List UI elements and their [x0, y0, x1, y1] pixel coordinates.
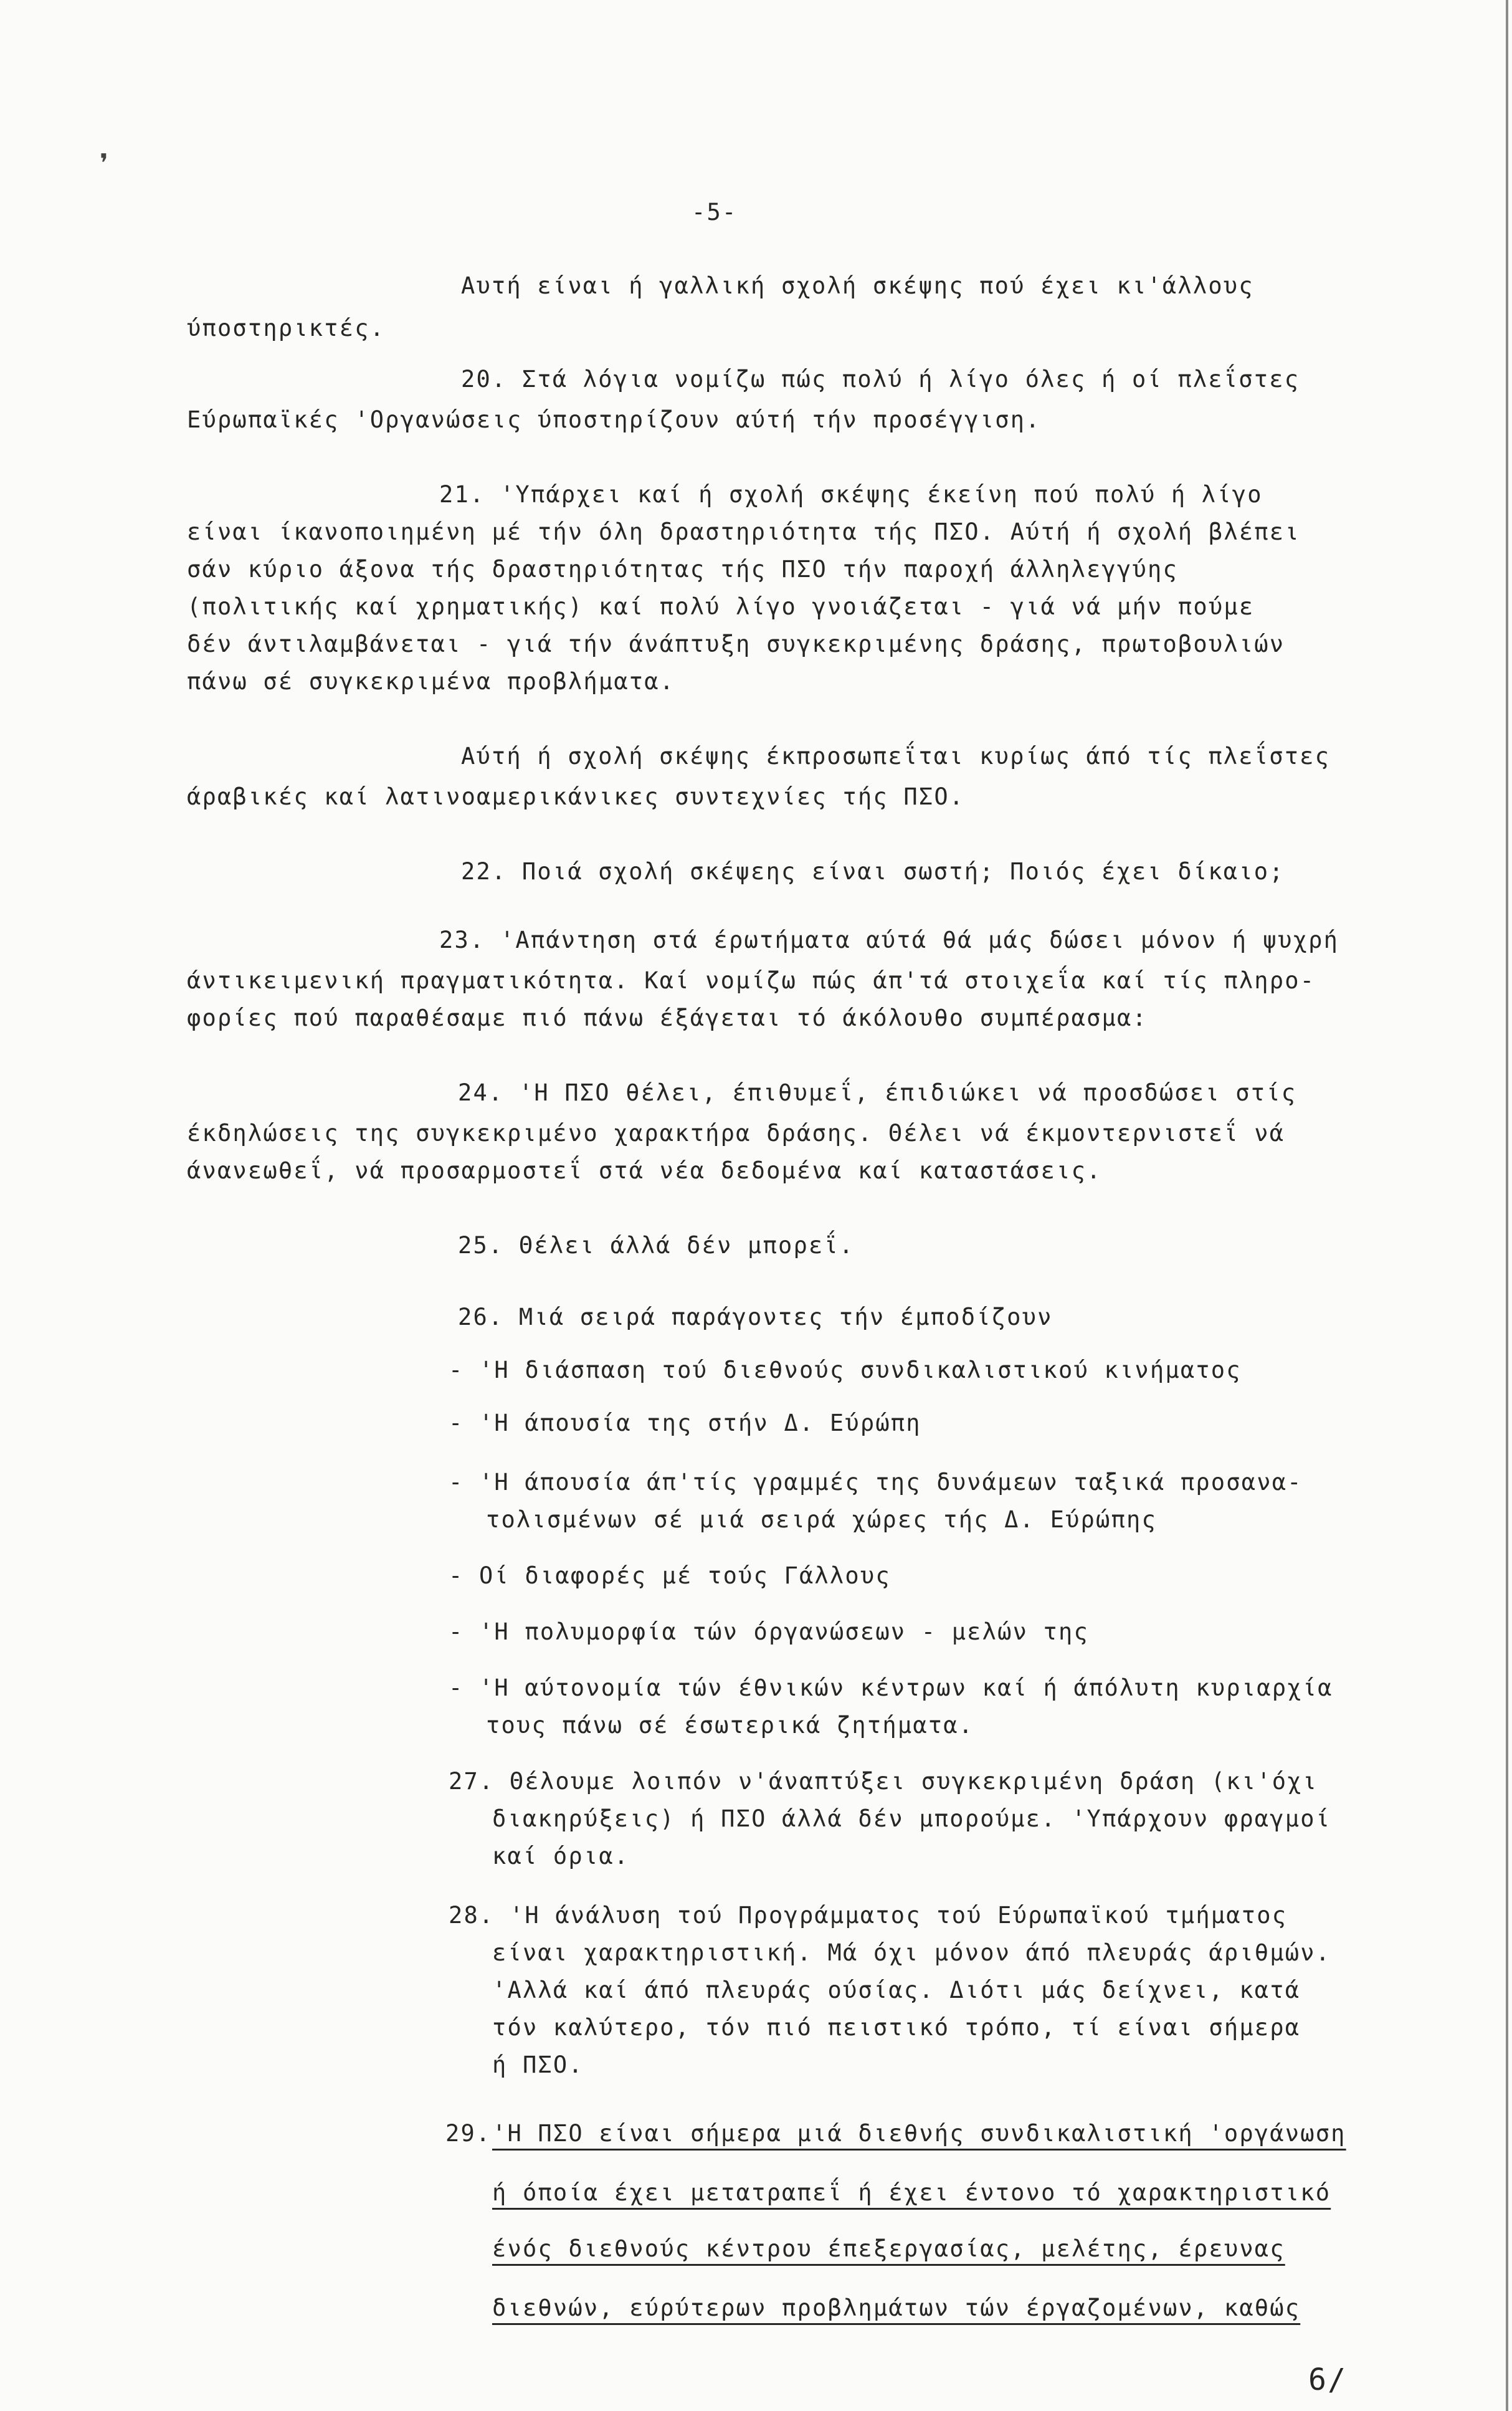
- para-21-line-3: σάν κύριο άξονα τής δραστηριότητας τής ΠΣΟ τήν παροχή άλληλεγγύης: [187, 556, 1178, 583]
- para-28-line-5: ή ΠΣΟ.: [492, 2051, 584, 2078]
- para-1-line-1: Αυτή είναι ή γαλλική σχολή σκέψης πού έχει κι'άλλους: [461, 272, 1254, 299]
- page-number-header: -5-: [692, 199, 738, 226]
- para-21-line-8: άραβικές καί λατινοαμερικάνικες συντεχνίες τής ΠΣΟ.: [187, 783, 965, 810]
- para-27-line-1: 27. Θέλουμε λοιπόν ν'άναπτύξει συγκεκριμένη δράση (κι'όχι: [449, 1768, 1318, 1795]
- para-24-line-2: έκδηλώσεις της συγκεκριμένο χαρακτήρα δράσης. Θέλει νά έκμοντερνιστεΐ νά: [187, 1120, 1285, 1147]
- para-23-line-1: 23. 'Απάντηση στά έρωτήματα αύτά θά μάς δώσει μόνον ή ψυχρή: [439, 927, 1339, 953]
- para-29-line-3: ένός διεθνούς κέντρου έπεξεργασίας, μελέτης, έρευνας: [492, 2235, 1285, 2262]
- para-21-line-1: 21. 'Υπάρχει καί ή σχολή σκέψης έκείνη πού πολύ ή λίγο: [439, 481, 1263, 508]
- para-28-line-4: τόν καλύτερο, τόν πιό πειστικό τρόπο, τί είναι σήμερα: [492, 2014, 1301, 2041]
- para-21-line-4: (πολιτικής καί χρηματικής) καί πολύ λίγο γνοιάζεται - γιά νά μήν πούμε: [187, 593, 1255, 620]
- para-21-line-5: δέν άντιλαμβάνεται - γιά τήν άνάπτυξη συγκεκριμένης δράσης, πρωτοβουλιών: [187, 631, 1285, 657]
- bullet-5: - 'Η πολυμορφία τών όργανώσεων - μελών της: [449, 1618, 1089, 1645]
- right-edge-shadow: [1506, 0, 1508, 2411]
- bullet-2: - 'Η άπουσία της στήν Δ. Εύρώπη: [449, 1410, 921, 1436]
- para-21-line-7: Αύτή ή σχολή σκέψης έκπροσωπεΐται κυρίως άπό τίς πλεΐστες: [461, 743, 1331, 770]
- para-29-line-2: ή όποία έχει μετατραπεΐ ή έχει έντονο τό χαρακτηριστικό: [492, 2179, 1331, 2206]
- para-29-line-4: διεθνών, εύρύτερων προβλημάτων τών έργαζομένων, καθώς: [492, 2294, 1301, 2321]
- bullet-1: - 'Η διάσπαση τού διεθνούς συνδικαλιστικού κινήματος: [449, 1357, 1242, 1383]
- page-continuation-footer: 6/: [1308, 2362, 1348, 2397]
- para-20-line-2: Εύρωπαϊκές 'Οργανώσεις ύποστηρίζουν αύτή τήν προσέγγιση.: [187, 406, 1041, 433]
- bullet-3-line-1: - 'Η άπουσία άπ'τίς γραμμές της δυνάμεων ταξικά προσανα-: [449, 1469, 1303, 1496]
- para-23-line-2: άντικειμενική πραγματικότητα. Καί νομίζω πώς άπ'τά στοιχεΐα καί τίς πληρο-: [187, 967, 1316, 994]
- para-27-line-2: διακηρύξεις) ή ΠΣΟ άλλά δέν μπορούμε. 'Υπάρχουν φραγμοί: [492, 1805, 1331, 1832]
- bullet-3-line-2: τολισμένων σέ μιά σειρά χώρες τής Δ. Εύρώπης: [486, 1506, 1157, 1533]
- para-24-line-3: άνανεωθεΐ, νά προσαρμοστεΐ στά νέα δεδομένα καί καταστάσεις.: [187, 1157, 1102, 1184]
- para-26: 26. Μιά σειρά παράγοντες τήν έμποδίζουν: [458, 1304, 1053, 1330]
- para-29-line-1: 'Η ΠΣΟ είναι σήμερα μιά διεθνής συνδικαλιστική 'οργάνωση: [492, 2120, 1346, 2147]
- para-1-line-2: ύποστηρικτές.: [187, 315, 386, 341]
- scan-speck-mark: ❜: [93, 146, 114, 186]
- para-24-line-1: 24. 'Η ΠΣΟ θέλει, έπιθυμεΐ, έπιδιώκει νά προσδώσει στίς: [458, 1079, 1297, 1106]
- para-20-line-1: 20. Στά λόγια νομίζω πώς πολύ ή λίγο όλες ή οί πλεΐστες: [461, 366, 1300, 393]
- para-28-line-1: 28. 'Η άνάλυση τού Προγράμματος τού Εύρωπαϊκού τμήματος: [449, 1902, 1288, 1929]
- bullet-4: - Οί διαφορές μέ τούς Γάλλους: [449, 1562, 891, 1589]
- bullet-6-line-1: - 'Η αύτονομία τών έθνικών κέντρων καί ή άπόλυτη κυριαρχία: [449, 1674, 1333, 1701]
- para-27-line-3: καί όρια.: [492, 1843, 630, 1869]
- para-25: 25. Θέλει άλλά δέν μπορεΐ.: [458, 1232, 855, 1259]
- para-28-line-3: 'Αλλά καί άπό πλευράς ούσίας. Διότι μάς δείχνει, κατά: [492, 1977, 1301, 2003]
- para-29-number: 29.: [445, 2120, 492, 2147]
- para-28-line-2: είναι χαρακτηριστική. Μά όχι μόνον άπό πλευράς άριθμών.: [492, 1939, 1331, 1966]
- bullet-6-line-2: τους πάνω σέ έσωτερικά ζητήματα.: [486, 1712, 974, 1739]
- para-21-line-2: είναι ίκανοποιημένη μέ τήν όλη δραστηριότητα τής ΠΣΟ. Αύτή ή σχολή βλέπει: [187, 518, 1300, 545]
- para-21-line-6: πάνω σέ συγκεκριμένα προβλήματα.: [187, 668, 675, 695]
- para-23-line-3: φορίες πού παραθέσαμε πιό πάνω έξάγεται τό άκόλουθο συμπέρασμα:: [187, 1005, 1148, 1031]
- para-22: 22. Ποιά σχολή σκέψεης είναι σωστή; Ποιός έχει δίκαιο;: [461, 858, 1285, 885]
